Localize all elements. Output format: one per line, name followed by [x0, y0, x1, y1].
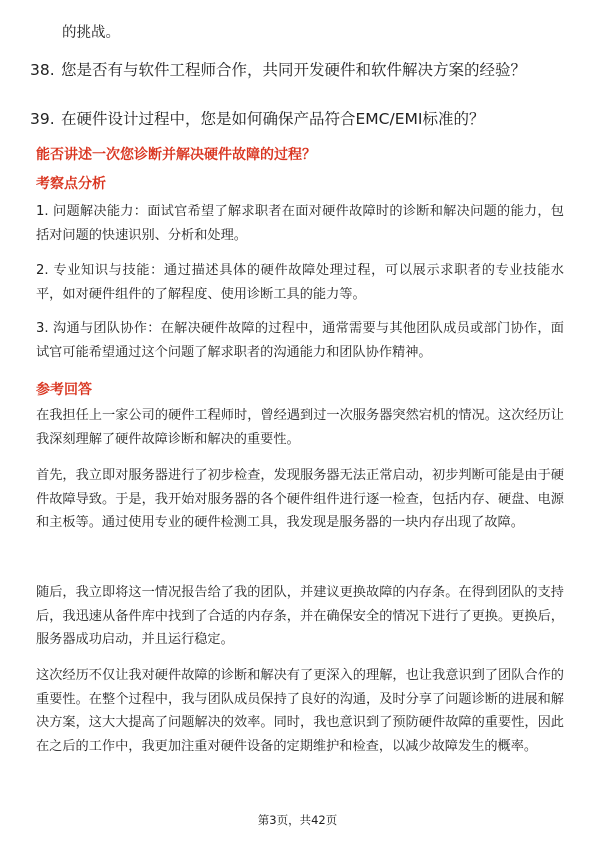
analysis-point-3: 3. 沟通与团队协作：在解决硬件故障的过程中，通常需要与其他团队成员或部门协作，面试官可能希望通过这个问题了解求职者的沟通能力和团队协作精神。 — [36, 321, 564, 360]
question-number: 39. — [30, 110, 55, 128]
answer-paragraph-3: 随后，我立即将这一情况报告给了我的团队，并建议更换故障的内存条。在得到团队的支持后，我迅速从备件库中找到了合适的内存条，并在确保安全的情况下进行了更换。更换后，服务器成功启动，并且运行稳定。 — [36, 585, 564, 648]
answer-paragraph-4: 这次经历不仅让我对硬件故障的诊断和解决有了更深入的理解，也让我意识到了团队合作的重要性。在整个过程中，我与团队成员保持了良好的沟通，及时分享了问题诊断的进展和解决方案，这大大提高了问题解决的效率。同时，我也意识到了预防硬件故障的重要性，因此在之后的工作中，我更加注重对硬件设备的定期维护和检查，以减少故障发生的概率。 — [36, 668, 564, 754]
analysis-heading: 考察点分析 — [36, 176, 106, 192]
analysis-point-2: 2. 专业知识与技能：通过描述具体的硬件故障处理过程，可以展示求职者的专业技能水平，如对硬件组件的了解程度、使用诊断工具的能力等。 — [36, 263, 564, 302]
answer-paragraph-2: 首先，我立即对服务器进行了初步检查，发现服务器无法正常启动，初步判断可能是由于硬件故障导致。于是，我开始对服务器的各个硬件组件进行逐一检查，包括内存、硬盘、电源和主板等。通过使用专业的硬件检测工具，我发现是服务器的一块内存出现了故障。 — [36, 468, 564, 531]
question-text: 您是否有与软件工程师合作，共同开发硬件和软件解决方案的经验？ — [61, 61, 527, 79]
question-number: 38. — [30, 61, 55, 79]
question-continuation: 的挑战。 — [62, 25, 120, 41]
section-question-heading: 能否讲述一次您诊断并解决硬件故障的过程？ — [36, 147, 316, 163]
question-38 — [30, 58, 550, 106]
page-number: 第3页，共42页 — [257, 813, 338, 827]
question-text: 在硬件设计过程中，您是如何确保产品符合EMC/EMI标准的？ — [61, 110, 485, 128]
analysis-point-1: 1. 问题解决能力：面试官希望了解求职者在面对硬件故障时的诊断和解决问题的能力，包括对问题的快速识别、分析和处理。 — [36, 204, 564, 243]
answer-paragraph-1: 在我担任上一家公司的硬件工程师时，曾经遇到过一次服务器突然宕机的情况。这次经历让我深刻理解了硬件故障诊断和解决的重要性。 — [36, 408, 564, 447]
answer-heading: 参考回答 — [36, 382, 92, 398]
question-39 — [30, 107, 550, 131]
